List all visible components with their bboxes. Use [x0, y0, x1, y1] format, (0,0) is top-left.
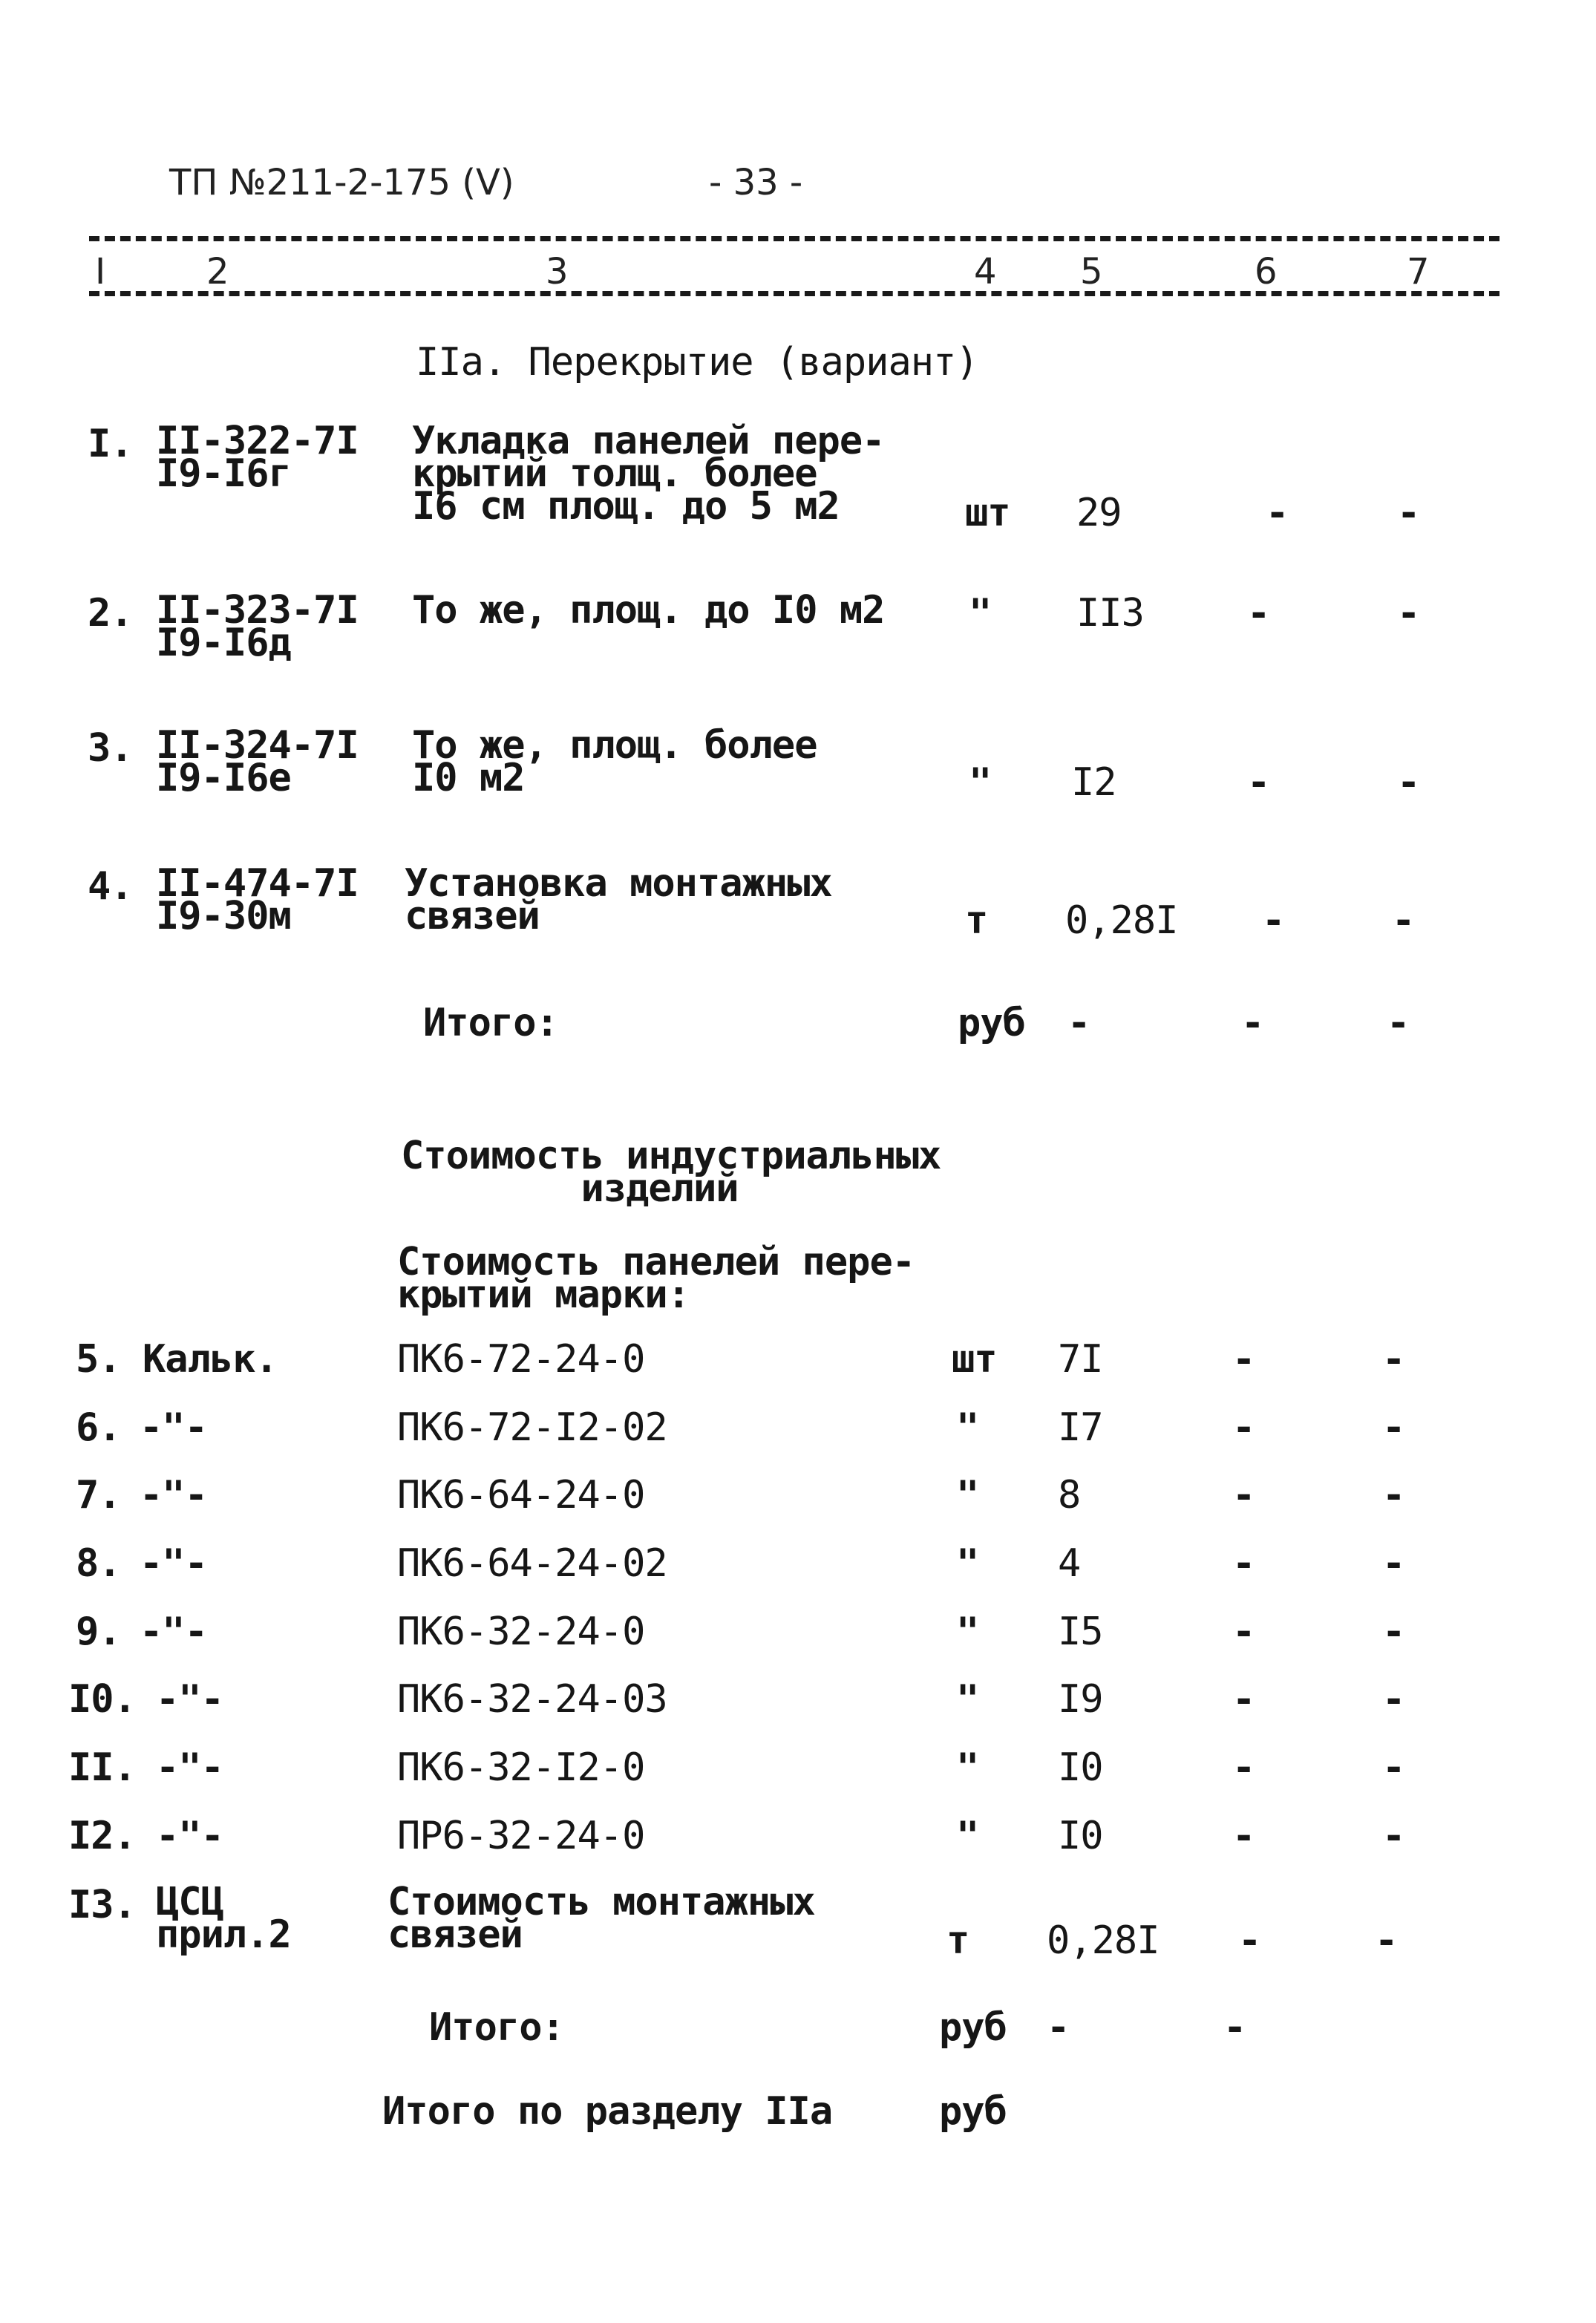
value-col6: -	[1247, 760, 1270, 805]
work-description: То же, площ. более I0 м2	[412, 723, 817, 800]
panel-mark: ПК6-64-24-02	[397, 1541, 667, 1586]
quantity: I0	[1058, 1814, 1103, 1858]
panel-mark: ПК6-64-24-0	[397, 1473, 645, 1517]
work-description: Укладка панелей пере- крытий толщ. более I6 см площ. до 5 м2	[412, 419, 885, 529]
quantity: I7	[1058, 1405, 1103, 1450]
panel-mark: ПК6-72-I2-02	[397, 1405, 667, 1450]
rate-code: II-324-7I I9-I6е	[156, 723, 359, 800]
value-col6: -	[1238, 1918, 1261, 1963]
quantity: 29	[1076, 491, 1122, 535]
panel-mark: ПК6-32-I2-0	[397, 1745, 645, 1790]
subtotal-col6: -	[1241, 1001, 1264, 1045]
value-col7: -	[1382, 1610, 1405, 1654]
panel-mark: ПК6-72-24-0	[397, 1337, 645, 1382]
value-col7: -	[1382, 1337, 1405, 1382]
value-col6: -	[1232, 1405, 1255, 1450]
subtotal-col5: -	[1067, 1001, 1090, 1045]
unit: "	[956, 1541, 979, 1586]
quantity: 0,28I	[1047, 1918, 1160, 1963]
column-number-6: 6	[1255, 251, 1278, 293]
quantity: 4	[1058, 1541, 1081, 1586]
work-description: Установка монтажных связей	[405, 861, 832, 938]
value-col6: -	[1266, 491, 1289, 535]
value-col7: -	[1397, 760, 1420, 805]
subtotal-label: Итого:	[423, 1001, 558, 1045]
row-number: 7.	[76, 1473, 121, 1517]
value-col7: -	[1397, 491, 1420, 535]
row-number: 4.	[88, 864, 133, 909]
value-col7: -	[1397, 591, 1420, 636]
unit: т	[965, 898, 988, 943]
calc-reference: -"-	[140, 1541, 207, 1586]
value-col7: -	[1382, 1745, 1405, 1790]
value-col6: -	[1232, 1814, 1255, 1858]
subtotal-label: Итого:	[429, 2005, 564, 2050]
document-reference: ТП №211-2-175 (V)	[169, 162, 514, 203]
row-number: I0.	[68, 1677, 136, 1722]
column-number-1: I	[95, 251, 106, 293]
quantity: 0,28I	[1065, 898, 1178, 943]
unit: "	[969, 760, 992, 805]
value-col6: -	[1232, 1337, 1255, 1382]
column-number-7: 7	[1407, 251, 1430, 293]
unit: "	[956, 1405, 979, 1450]
rate-code: II-474-7I I9-30м	[156, 861, 359, 938]
quantity: 7I	[1058, 1337, 1103, 1382]
value-col7: -	[1375, 1918, 1398, 1963]
rate-code: II-322-7I I9-I6г	[156, 419, 359, 496]
quantity: I5	[1058, 1610, 1103, 1654]
quantity: I0	[1058, 1745, 1103, 1790]
calc-reference: -"-	[156, 1814, 223, 1858]
value-col7: -	[1392, 898, 1415, 943]
column-header-bottom-rule	[89, 291, 1499, 296]
column-number-2: 2	[206, 251, 229, 293]
row-number: 9.	[76, 1610, 121, 1654]
unit: шт	[965, 491, 1010, 535]
value-col6: -	[1262, 898, 1285, 943]
value-col6: -	[1232, 1610, 1255, 1654]
page-number: - 33 -	[709, 162, 803, 203]
panel-cost-heading: Стоимость панелей пере- крытий марки:	[397, 1240, 915, 1317]
work-description: То же, площ. до I0 м2	[412, 588, 885, 633]
panel-mark: ПК6-32-24-0	[397, 1610, 645, 1654]
section-title: IIа. Перекрытие (вариант)	[416, 340, 978, 385]
value-col6: -	[1232, 1473, 1255, 1517]
quantity: I9	[1058, 1677, 1103, 1722]
subtotal-unit: руб	[939, 2005, 1007, 2050]
value-col6: -	[1232, 1541, 1255, 1586]
row-number: 5.	[76, 1337, 121, 1382]
column-number-5: 5	[1080, 251, 1103, 293]
value-col7: -	[1382, 1473, 1405, 1517]
value-col7: -	[1382, 1677, 1405, 1722]
row-number: I3.	[68, 1883, 136, 1927]
rate-code: II-323-7I I9-I6д	[156, 588, 359, 665]
unit: "	[969, 591, 992, 636]
quantity: II3	[1076, 591, 1144, 636]
unit: "	[956, 1610, 979, 1654]
calc-reference: -"-	[156, 1745, 223, 1790]
section-total-unit: руб	[939, 2089, 1007, 2134]
calc-reference: Кальк.	[143, 1337, 278, 1382]
row-number: 3.	[88, 726, 133, 771]
calc-reference: -"-	[140, 1610, 207, 1654]
row-number: I.	[88, 422, 133, 466]
value-col6: -	[1247, 591, 1270, 636]
row-number: 2.	[88, 591, 133, 636]
quantity: I2	[1071, 760, 1116, 805]
row-number: I2.	[68, 1814, 136, 1858]
subtotal-col6: -	[1223, 2005, 1246, 2050]
value-col7: -	[1382, 1541, 1405, 1586]
unit: "	[956, 1473, 979, 1517]
value-col6: -	[1232, 1677, 1255, 1722]
unit: "	[956, 1677, 979, 1722]
calc-reference: ЦСЦ прил.2	[156, 1880, 291, 1957]
unit: т	[946, 1918, 969, 1963]
calc-reference: -"-	[140, 1473, 207, 1517]
row-number: 8.	[76, 1541, 121, 1586]
value-col6: -	[1232, 1745, 1255, 1790]
column-number-4: 4	[974, 251, 997, 293]
value-col7: -	[1382, 1405, 1405, 1450]
subtotal-col5: -	[1047, 2005, 1070, 2050]
unit: "	[956, 1745, 979, 1790]
column-number-3: 3	[546, 251, 569, 293]
calc-reference: -"-	[140, 1405, 207, 1450]
row-number: II.	[68, 1745, 136, 1790]
industrial-products-heading: Стоимость индустриальных изделий	[401, 1134, 941, 1211]
panel-mark: Стоимость монтажных связей	[387, 1880, 815, 1957]
unit: "	[956, 1814, 979, 1858]
column-header-top-rule	[89, 236, 1499, 241]
row-number: 6.	[76, 1405, 121, 1450]
subtotal-col7: -	[1387, 1001, 1410, 1045]
panel-mark: ПК6-32-24-03	[397, 1677, 667, 1722]
calc-reference: -"-	[156, 1677, 223, 1722]
panel-mark: ПР6-32-24-0	[397, 1814, 645, 1858]
subtotal-unit: руб	[958, 1001, 1025, 1045]
quantity: 8	[1058, 1473, 1081, 1517]
section-total-label: Итого по разделу IIа	[382, 2089, 833, 2134]
value-col7: -	[1382, 1814, 1405, 1858]
unit: шт	[952, 1337, 997, 1382]
